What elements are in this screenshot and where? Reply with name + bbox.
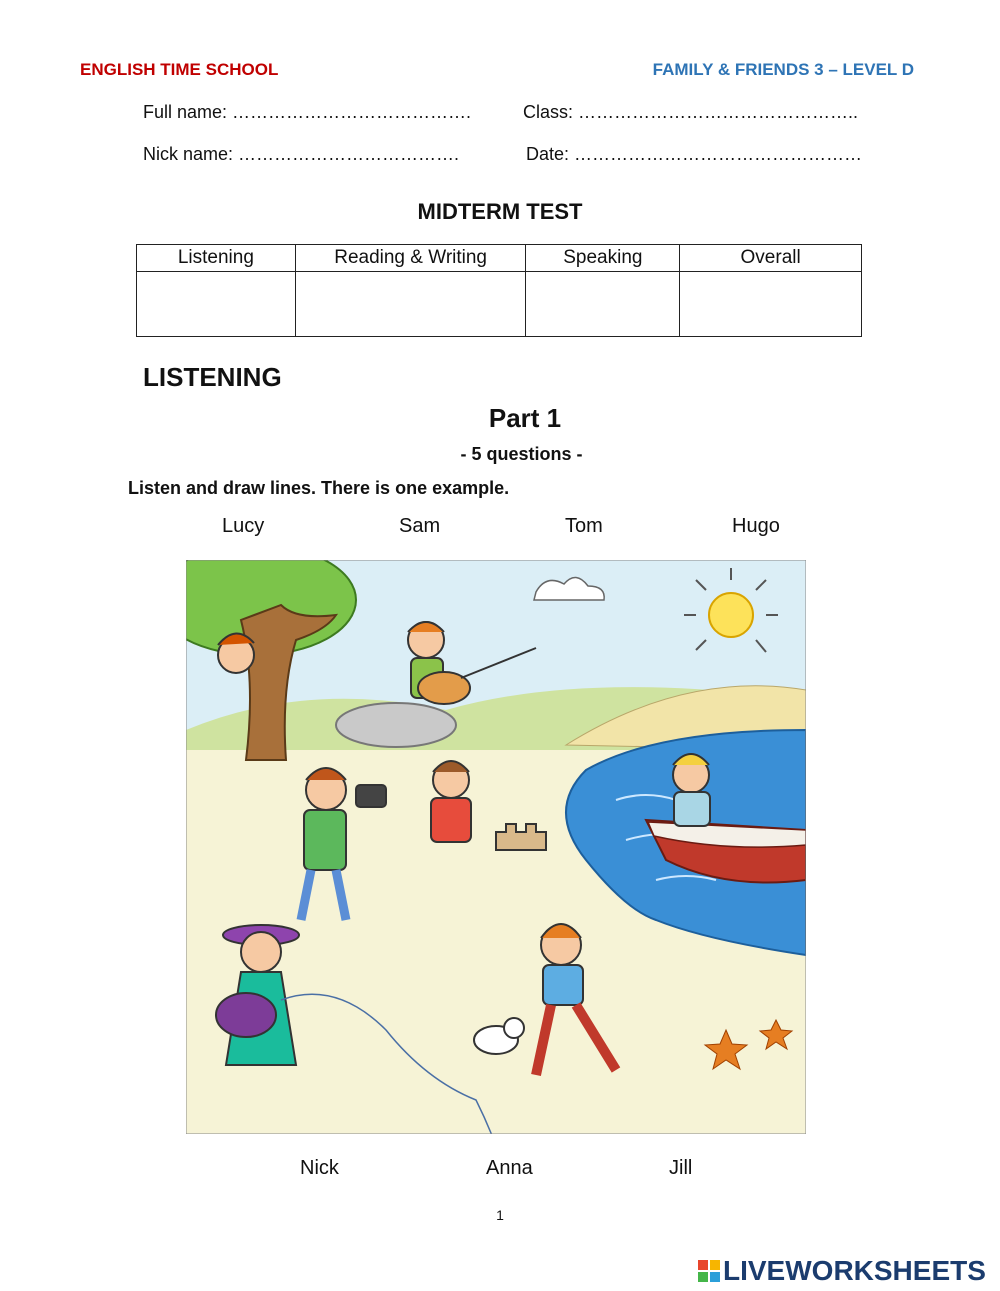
- score-header-speaking: Speaking: [526, 245, 680, 272]
- logo-block: [698, 1272, 708, 1282]
- school-name: ENGLISH TIME SCHOOL: [80, 60, 279, 79]
- logo-block: [698, 1260, 708, 1270]
- name-tom[interactable]: Tom: [565, 515, 603, 537]
- date-field[interactable]: Date: …………………………………………: [526, 144, 863, 164]
- page-number: 1: [496, 1207, 504, 1223]
- question-count: - 5 questions -: [460, 444, 583, 464]
- score-header-overall: Overall: [680, 245, 862, 272]
- logo-blocks-icon: [698, 1260, 720, 1282]
- class-field[interactable]: Class: ………………………………………..: [523, 102, 859, 122]
- score-header-listening: Listening: [137, 245, 296, 272]
- name-jill[interactable]: Jill: [669, 1157, 693, 1179]
- score-cell-overall[interactable]: [680, 272, 862, 337]
- course-name: FAMILY & FRIENDS 3 – LEVEL D: [652, 60, 914, 79]
- beach-scene-illustration: [186, 560, 806, 1134]
- score-table: [136, 244, 862, 337]
- part-title: Part 1: [488, 403, 562, 433]
- name-hugo[interactable]: Hugo: [732, 515, 780, 537]
- name-anna[interactable]: Anna: [486, 1157, 533, 1179]
- liveworksheets-logo: [698, 1254, 986, 1288]
- logo-text: LIVEWORKSHEETS: [723, 1255, 986, 1286]
- score-cell-listening[interactable]: [137, 272, 296, 337]
- section-heading: LISTENING: [143, 362, 282, 392]
- score-cell-speaking[interactable]: [526, 272, 680, 337]
- full-name-field[interactable]: Full name: ………………………………….: [143, 102, 472, 122]
- test-title: MIDTERM TEST: [417, 199, 583, 224]
- logo-block: [710, 1260, 720, 1270]
- name-sam[interactable]: Sam: [399, 515, 441, 537]
- score-cell-reading-writing[interactable]: [295, 272, 526, 337]
- name-nick[interactable]: Nick: [300, 1157, 339, 1179]
- score-header-reading-writing: Reading & Writing: [295, 245, 526, 272]
- instruction: Listen and draw lines. There is one example.: [128, 478, 510, 498]
- logo-block: [710, 1272, 720, 1282]
- name-lucy[interactable]: Lucy: [222, 515, 265, 537]
- nick-name-field[interactable]: Nick name: ……………………………….: [143, 144, 460, 164]
